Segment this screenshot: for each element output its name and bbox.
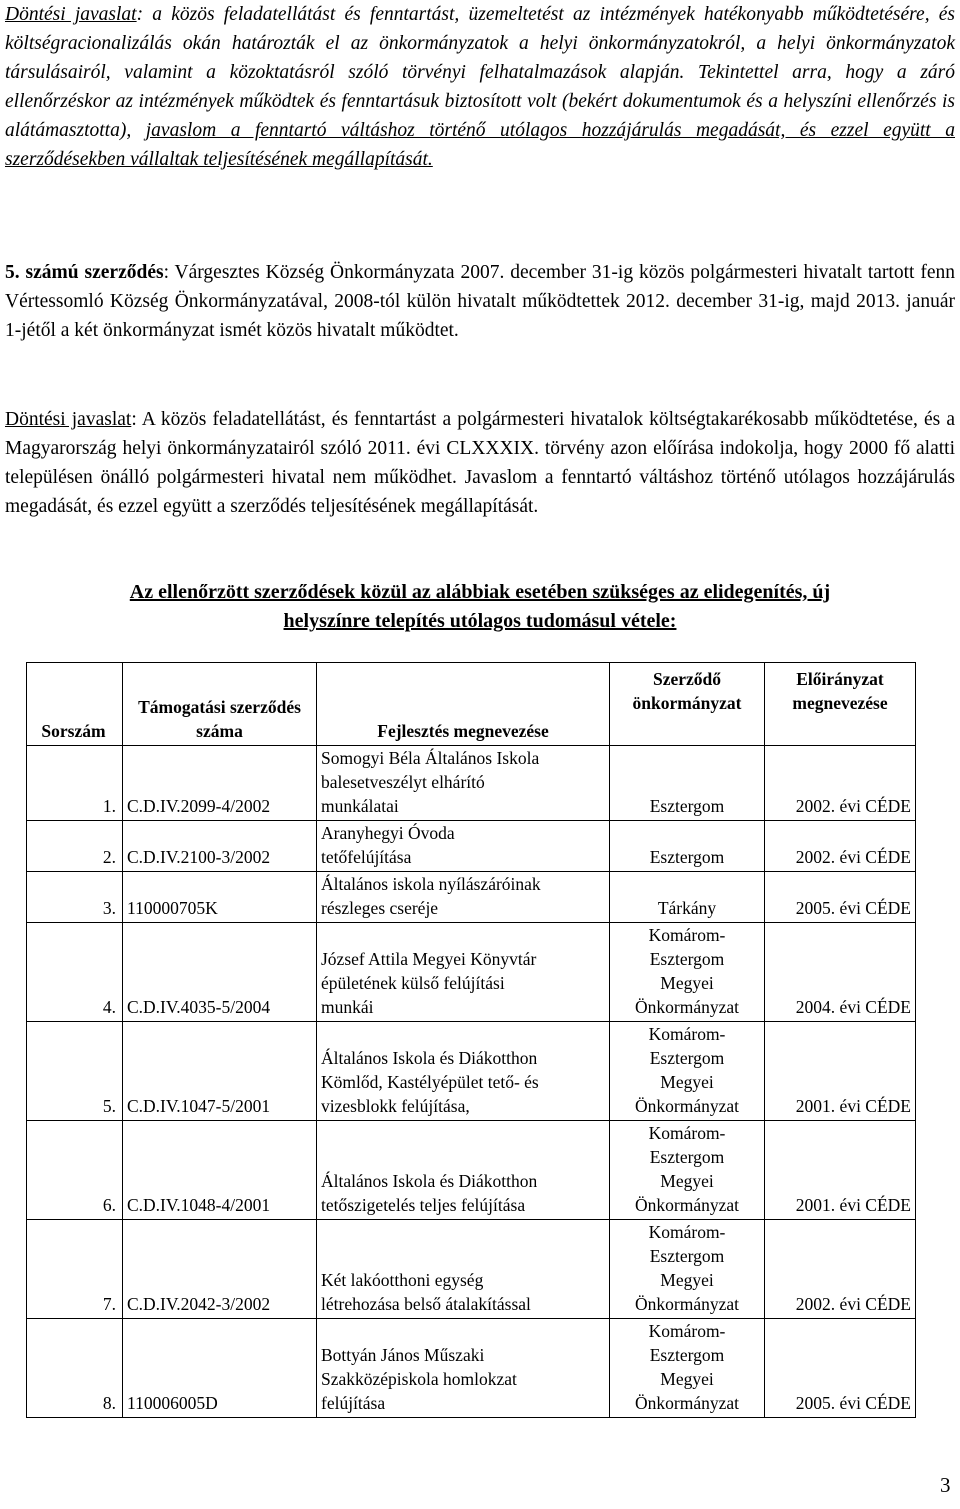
- row-project-line: felújítása: [321, 1393, 386, 1413]
- decision-proposal-label-2: Döntési javaslat: [5, 409, 132, 430]
- row-number: 8.: [27, 1319, 123, 1418]
- row-municipality-line: Esztergom: [649, 949, 725, 969]
- row-number: 4.: [27, 923, 123, 1022]
- header-contract: Támogatási szerződés száma: [123, 663, 317, 746]
- row-project-line: munkái: [321, 997, 374, 1017]
- contract-5-text: : Várgesztes Község Önkormányzata 2007. december 31-ig közös polgármesteri hivatalt tartott fenn Vértessomló Község Önkormányzatával, 2008-tól külön hivatalt működtettek 2012. december 31-ig, majd 2013. január 1-jétől a két önkormányzat ismét közös hivatalt működtet.: [5, 262, 955, 341]
- table-row: [27, 821, 916, 872]
- row-project-line: balesetveszélyt elhárító: [321, 772, 485, 792]
- row-project-line: Általános Iskola és Diákotthon: [321, 1171, 538, 1191]
- contract-5-label: 5. számú szerződés: [5, 262, 164, 283]
- row-contract: C.D.IV.2099-4/2002: [123, 746, 317, 821]
- row-municipality-line: Esztergom: [649, 1048, 725, 1068]
- table-row: [27, 923, 916, 1022]
- row-budget: 2001. évi CÉDE: [765, 1121, 916, 1220]
- row-budget: 2002. évi CÉDE: [765, 1220, 916, 1319]
- table-row: [27, 1220, 916, 1319]
- row-number: 7.: [27, 1220, 123, 1319]
- row-municipality-line: Megyei: [660, 973, 714, 993]
- row-municipality-line: Megyei: [660, 1072, 714, 1092]
- contract-5-paragraph: [5, 258, 955, 345]
- row-project-line: Szakközépiskola homlokzat: [321, 1369, 517, 1389]
- decision-proposal-paragraph-2: [5, 405, 955, 521]
- table-body: [27, 746, 916, 1418]
- header-budget: Előirányzat megnevezése: [765, 663, 916, 746]
- row-project-line: Általános iskola nyílászáróinak: [321, 874, 541, 894]
- row-municipality: [610, 1220, 765, 1319]
- row-project-line: tetőszigetelés teljes felújítása: [321, 1195, 526, 1215]
- row-project-line: épületének külső felújítási: [321, 973, 505, 993]
- row-municipality-line: Esztergom: [649, 1345, 725, 1365]
- row-project-line: munkálatai: [321, 796, 399, 816]
- row-project-line: Kömlőd, Kastélyépület tető- és: [321, 1072, 539, 1092]
- row-municipality: [610, 1319, 765, 1418]
- section-heading-line-2: helyszínre telepítés utólagos tudomásul vétele:: [283, 610, 677, 632]
- table-row: [27, 1319, 916, 1418]
- row-project: [317, 872, 610, 923]
- row-municipality-line: Megyei: [660, 1270, 714, 1290]
- row-municipality-line: Megyei: [660, 1171, 714, 1191]
- row-municipality-line: Önkormányzat: [635, 1393, 739, 1413]
- row-project: [317, 1319, 610, 1418]
- row-number: 3.: [27, 872, 123, 923]
- row-project-line: Bottyán János Műszaki: [321, 1345, 485, 1365]
- row-municipality: [610, 1121, 765, 1220]
- row-project-line: részleges cseréje: [321, 898, 439, 918]
- decision-proposal-paragraph-1: [5, 0, 955, 174]
- row-budget: 2002. évi CÉDE: [765, 746, 916, 821]
- row-budget: 2001. évi CÉDE: [765, 1022, 916, 1121]
- row-municipality: [610, 821, 765, 872]
- row-project-line: Aranyhegyi Óvoda: [321, 823, 455, 843]
- row-number: 1.: [27, 746, 123, 821]
- row-municipality: [610, 923, 765, 1022]
- row-project-line: tetőfelújítása: [321, 847, 412, 867]
- section-heading-line-1: Az ellenőrzött szerződések közül az alábbiak esetében szükséges az elidegenítés, új: [129, 581, 831, 603]
- row-number: 5.: [27, 1022, 123, 1121]
- paragraph-1-text: : a közös feladatellátást és fenntartást, üzemeltetést az intézmények hatékonyabb működtetésére, és költségracionalizálás okán határozták el az önkormányzatok a helyi önkormányzatokról, a helyi önkormányzatok társulásairól, valamint a közoktatásról szóló törvényi felhatalmazások alapján. Tekintettel arra, hogy a záró ellenőrzéskor az intézmények működtek és fenntartásuk biztosított volt (bekért dokumentumok és a helyszíni ellenőrzés is alátámasztotta),: [5, 4, 955, 141]
- row-municipality-line: Komárom-: [648, 1222, 726, 1242]
- row-project: [317, 821, 610, 872]
- row-budget: 2005. évi CÉDE: [765, 1319, 916, 1418]
- row-municipality-line: Esztergom: [649, 1246, 725, 1266]
- row-budget: 2004. évi CÉDE: [765, 923, 916, 1022]
- row-project-line: létrehozása belső átalakítással: [321, 1294, 531, 1314]
- contracts-table: [26, 662, 916, 1418]
- header-municipality: Szerződő önkormányzat: [610, 663, 765, 746]
- table-row: [27, 746, 916, 821]
- decision-proposal-label: Döntési javaslat: [5, 4, 137, 25]
- row-municipality-line: Komárom-: [648, 1123, 726, 1143]
- row-municipality-line: Tárkány: [657, 898, 717, 918]
- row-contract: C.D.IV.1047-5/2001: [123, 1022, 317, 1121]
- table-row: [27, 1121, 916, 1220]
- paragraph-1-proposal: javaslom a fenntartó váltáshoz történő utólagos hozzájárulás megadását, és ezzel együtt a szerződésekben vállaltak teljesítésének megállapítását.: [5, 120, 955, 170]
- row-contract: C.D.IV.2100-3/2002: [123, 821, 317, 872]
- row-project: [317, 746, 610, 821]
- table-header-row: [27, 663, 916, 746]
- row-municipality-line: Komárom-: [648, 1024, 726, 1044]
- row-budget: 2002. évi CÉDE: [765, 821, 916, 872]
- section-heading: [5, 578, 955, 636]
- row-municipality: [610, 746, 765, 821]
- row-municipality-line: Komárom-: [648, 1321, 726, 1341]
- header-number: Sorszám: [27, 663, 123, 746]
- row-project-line: Somogyi Béla Általános Iskola: [321, 748, 540, 768]
- row-contract: C.D.IV.1048-4/2001: [123, 1121, 317, 1220]
- row-contract: C.D.IV.2042-3/2002: [123, 1220, 317, 1319]
- table-row: [27, 872, 916, 923]
- row-municipality-line: Önkormányzat: [635, 1096, 739, 1116]
- row-project-line: Két lakóotthoni egység: [321, 1270, 484, 1290]
- row-number: 6.: [27, 1121, 123, 1220]
- page-number: 3: [940, 1473, 951, 1497]
- row-municipality-line: Önkormányzat: [635, 997, 739, 1017]
- row-contract: 110000705K: [123, 872, 317, 923]
- row-project: [317, 1121, 610, 1220]
- header-project: Fejlesztés megnevezése: [317, 663, 610, 746]
- row-municipality: [610, 1022, 765, 1121]
- row-municipality-line: Esztergom: [649, 796, 725, 816]
- row-municipality-line: Önkormányzat: [635, 1294, 739, 1314]
- row-project: [317, 1022, 610, 1121]
- row-project-line: Általános Iskola és Diákotthon: [321, 1048, 538, 1068]
- table-row: [27, 1022, 916, 1121]
- row-municipality-line: Komárom-: [648, 925, 726, 945]
- row-project-line: vizesblokk felújítása,: [321, 1096, 470, 1116]
- row-municipality-line: Esztergom: [649, 847, 725, 867]
- row-project-line: József Attila Megyei Könyvtár: [321, 949, 537, 969]
- row-budget: 2005. évi CÉDE: [765, 872, 916, 923]
- row-number: 2.: [27, 821, 123, 872]
- row-municipality-line: Esztergom: [649, 1147, 725, 1167]
- row-municipality-line: Megyei: [660, 1369, 714, 1389]
- row-contract: C.D.IV.4035-5/2004: [123, 923, 317, 1022]
- paragraph-3-text: : A közös feladatellátást, és fenntartást a polgármesteri hivatalok költségtakarékosabb működtetése, és a Magyarország helyi önkormányzatairól szóló 2011. évi CLXXXIX. törvény azon előírása indokolja, hogy 2000 fő alatti településen önálló polgármesteri hivatal nem működhet. Javaslom a fenntartó váltáshoz történő utólagos hozzájárulás megadását, és ezzel együtt a szerződés teljesítésének megállapítását.: [5, 409, 956, 517]
- row-project: [317, 1220, 610, 1319]
- row-municipality-line: Önkormányzat: [635, 1195, 739, 1215]
- row-contract: 110006005D: [123, 1319, 317, 1418]
- row-project: [317, 923, 610, 1022]
- row-municipality: [610, 872, 765, 923]
